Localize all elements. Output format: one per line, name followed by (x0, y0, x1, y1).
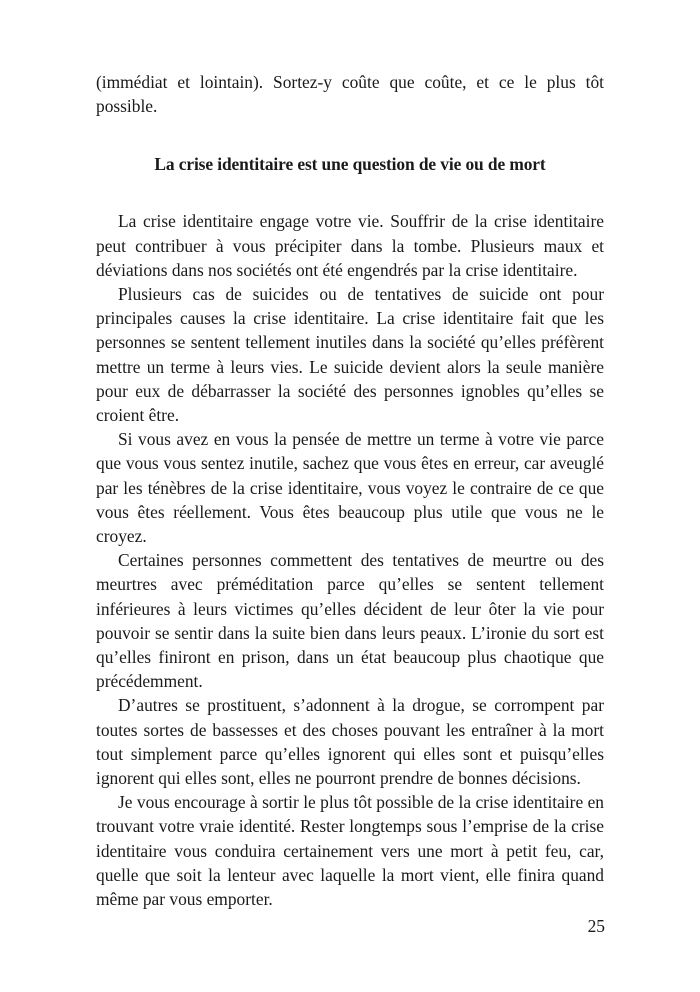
section-text (96, 209, 604, 911)
paragraph-5: D’autres se prostituent, s’adonnent à la drogue, se corrompent par toutes sortes de bassesses et des choses pouvant les entraîner à la mort tout simplement parce qu’elles ignorent qui elles sont et puisqu’elles ignorent qui elles sont, elles ne pourront prendre de bonnes décisions. (96, 695, 604, 789)
paragraph-1: La crise identitaire engage votre vie. Souffrir de la crise identitaire peut contribuer à vous précipiter dans la tombe. Plusieurs maux et déviations dans nos sociétés ont été engendrés par la crise identitaire. (96, 211, 604, 280)
opening-paragraph: (immédiat et lointain). Sortez-y coûte que coûte, et ce le plus tôt possible. (96, 72, 604, 117)
page-body (96, 70, 604, 911)
page-number: 25 (587, 916, 605, 936)
paragraph-4: Certaines personnes commettent des tentatives de meurtre ou des meurtres avec préméditation parce qu’elles se sentent tellement inférieures à leurs victimes qu’elles décident de leur ôter la vie pour pouvoir se sentir dans la suite bien dans leurs peaux. L’ironie du sort est qu’elles finiront en prison, dans un état beaucoup plus chaotique que précédemment. (96, 550, 604, 692)
section-heading: La crise identitaire est une question de vie ou de mort (154, 154, 546, 175)
paragraph-6: Je vous encourage à sortir le plus tôt possible de la crise identitaire en trouvant votre vraie identité. Rester longtemps sous l’emprise de la crise identitaire vous conduira certainement vers une mort à petit feu, car, quelle que soit la lenteur avec laquelle la mort vient, elle finira quand même par vous emporter. (96, 792, 604, 910)
paragraph-3: Si vous avez en vous la pensée de mettre un terme à votre vie parce que vous vous sentez inutile, sachez que vous êtes en erreur, car aveuglé par les ténèbres de la crise identitaire, vous voyez le contraire de ce que vous êtes réellement. Vous êtes beaucoup plus utile que vous ne le croyez. (96, 429, 604, 547)
paragraph-2: Plusieurs cas de suicides ou de tentatives de suicide ont pour principales causes la crise identitaire. La crise identitaire fait que les personnes se sentent tellement inutiles dans la société qu’elles préfèrent mettre un terme à leurs vies. Le suicide devient alors la seule manière pour eux de débarrasser la société des personnes ignobles qu’elles se croient être. (96, 284, 604, 426)
